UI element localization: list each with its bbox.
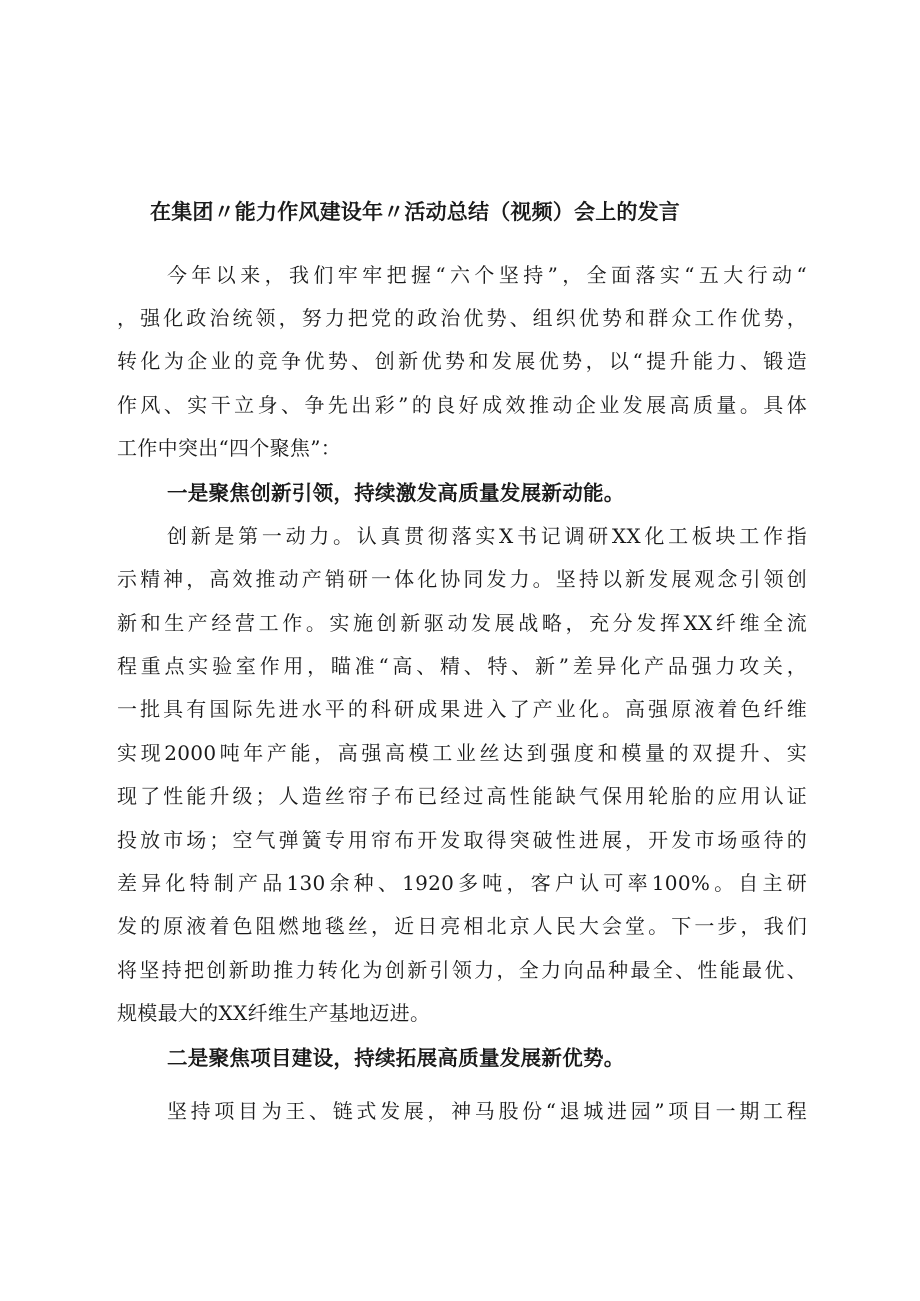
paragraph-line: 投放市场；空气弹簧专用帘布开发取得突破性进展，开发市场亟待的 [117,828,807,852]
paragraph-line: 坚持项目为王、链式发展，神马股份“退城进园”项目一期工程 [167,1099,807,1123]
paragraph-line: 将坚持把创新助推力转化为创新引领力，全力向品种最全、性能最优、 [117,958,807,982]
paragraph-line: 示精神，高效推动产销研一体化协同发力。坚持以新发展观念引领创 [117,567,807,591]
paragraph-line: 今年以来，我们牢牢把握“六个坚持”，全面落实“五大行动“ [167,263,807,287]
section-heading: 一是聚焦创新引领，持续激发高质量发展新动能。 [167,481,625,505]
paragraph-line: 新和生产经营工作。实施创新驱动发展战略，充分发挥XX纤维全流 [117,611,807,635]
document-title: 在集团〃能力作风建设年〃活动总结（视频）会上的发言 [150,200,680,224]
paragraph-line: 规模最大的XX纤维生产基地迈进。 [117,1001,431,1025]
paragraph-line: 发的原液着色阻燃地毯丝，近日亮相北京人民大会堂。下一步，我们 [117,914,807,938]
paragraph-line: 现了性能升级；人造丝帘子布已经过高性能缺气保用轮胎的应用认证 [117,784,807,808]
section-heading: 二是聚焦项目建设，持续拓展高质量发展新优势。 [167,1046,625,1070]
paragraph-line: 转化为企业的竞争优势、创新优势和发展优势，以“提升能力、锻造 [117,349,807,373]
paragraph-line: 工作中突出“四个聚焦”： [117,436,342,460]
paragraph-line: 实现2000吨年产能，高强高模工业丝达到强度和模量的双提升、实 [117,741,807,765]
paragraph-line: 一批具有国际先进水平的科研成果进入了产业化。高强原液着色纤维 [117,697,807,721]
paragraph-line: ，强化政治统领，努力把党的政治优势、组织优势和群众工作优势， [117,306,807,330]
paragraph-line: 差异化特制产品130余种、1920多吨，客户认可率100%。自主研 [117,871,807,895]
paragraph-line: 作风、实干立身、争先出彩”的良好成效推动企业发展高质量。具体 [117,393,807,417]
paragraph-line: 创新是第一动力。认真贯彻落实X书记调研XX化工板块工作指 [167,524,807,548]
paragraph-line: 程重点实验室作用，瞄准“高、精、特、新”差异化产品强力攻关， [117,654,807,678]
